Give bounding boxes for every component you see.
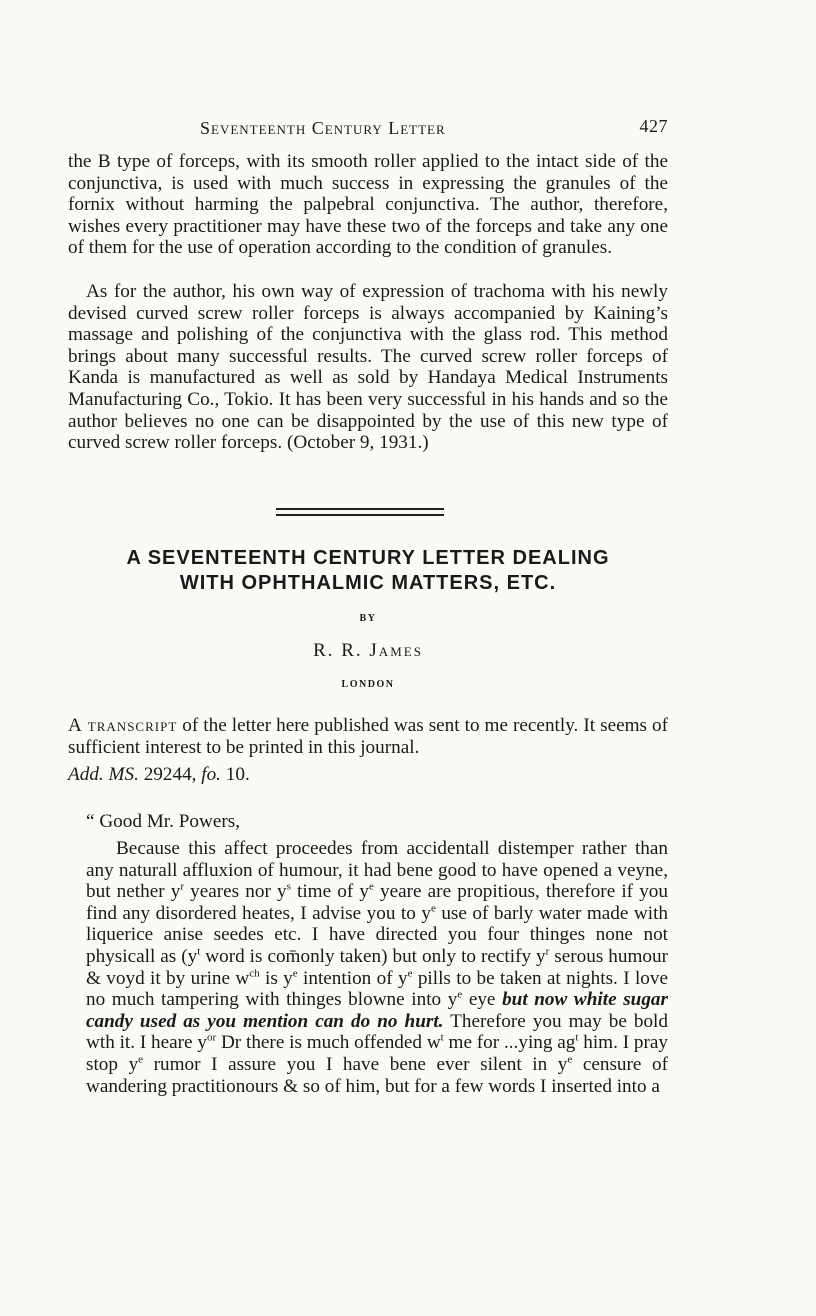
author-name: R. R. James (313, 640, 423, 661)
previous-article-paragraph-2 (68, 281, 668, 454)
paragraph-text: As for the author, his own way of expression of trachoma with his newly devised curved screw roller forceps is always accompanied by Kaining’s massage and polishing of the conjunctiva with the glass rod. This method brings about many successful results. The curved screw roller forceps of Kanda is manufactured as well as sold by Handaya Medical Instruments Manufacturing Co., Tokio. It has been very successful in his hands and so the author believes no one can be disappointed by the use of this new type of curved screw roller forceps. (October 9, 1931.) (68, 281, 668, 454)
intro-paragraph (68, 715, 668, 758)
letter-body (86, 838, 668, 1097)
page-number: 427 (639, 116, 668, 136)
ms-ref-folio-number: 10. (220, 764, 250, 785)
intro-lead: A transcript (68, 715, 178, 736)
author-location: LONDON (341, 679, 395, 690)
ms-ref-folio-label: fo. (201, 764, 221, 785)
running-head (68, 116, 668, 140)
paragraph-text: the B type of forceps, with its smooth roller applied to the intact side of the conjunctiva, is used with much success in expressing the granules of the fornix without harming the palpebral conjunctiva. The author, therefore, wishes every practitioner may have these two of the forceps and take any one of them for the use of operation according to the condition of granules. (68, 151, 668, 259)
intro-text: of the letter here published was sent to me recently. It seems of sufficient interest to be printed in this journal. (68, 715, 668, 758)
article-title (68, 546, 668, 596)
previous-article-paragraph-1 (68, 151, 668, 259)
running-title: Seventeenth Century Letter (200, 118, 446, 138)
section-divider (276, 508, 444, 516)
letter-salutation: “ Good Mr. Powers, (86, 811, 241, 832)
italic-emphasis: but now white sugar candy used as you mention can do no hurt. (86, 989, 668, 1032)
ms-ref-collection: Add. MS. (68, 764, 139, 785)
ms-ref-number: 29244, (138, 764, 202, 785)
byline-by: BY (359, 613, 377, 624)
article-title-line-1: A SEVENTEENTH CENTURY LETTER DEALING (126, 547, 610, 569)
manuscript-reference (68, 764, 250, 786)
letter-paragraph: Because this affect proceedes from accidentall distemper rather than any naturall affluxion of humour, it had bene good to have opened a veyne, but nether $y^r$ yeares nor $y^s$ time of $y^e$ yeare are propitious, therefore if you find any disordered heates, I advise you to $y^e$ use of barly water made with liquerice anise seedes etc. I have directed you four thinges none not physicall as ($y^t$ word is com̄only taken) but only to rectify $y^r$ serous humour & voyd it by urine $w^{ch}$ is $y^e$ intention of $y^e$ pills to be taken at nights. I love no much tampering with thinges blowne into $y^e$ eye but now white sugar candy used as you mention can do no hurt. Therefore you may be bold wth it. I heare $y^{or}$ Dr there is much offended $w^t$ me for ...ying $ag^t$ him. I pray stop $y^e$ rumor I assure you I have bene ever silent in $y^e$ censure of wandering practitionours & so of him, but for a few words I inserted into a (86, 838, 668, 1097)
article-title-line-2: WITH OPHTHALMIC MATTERS, ETC. (179, 572, 557, 594)
